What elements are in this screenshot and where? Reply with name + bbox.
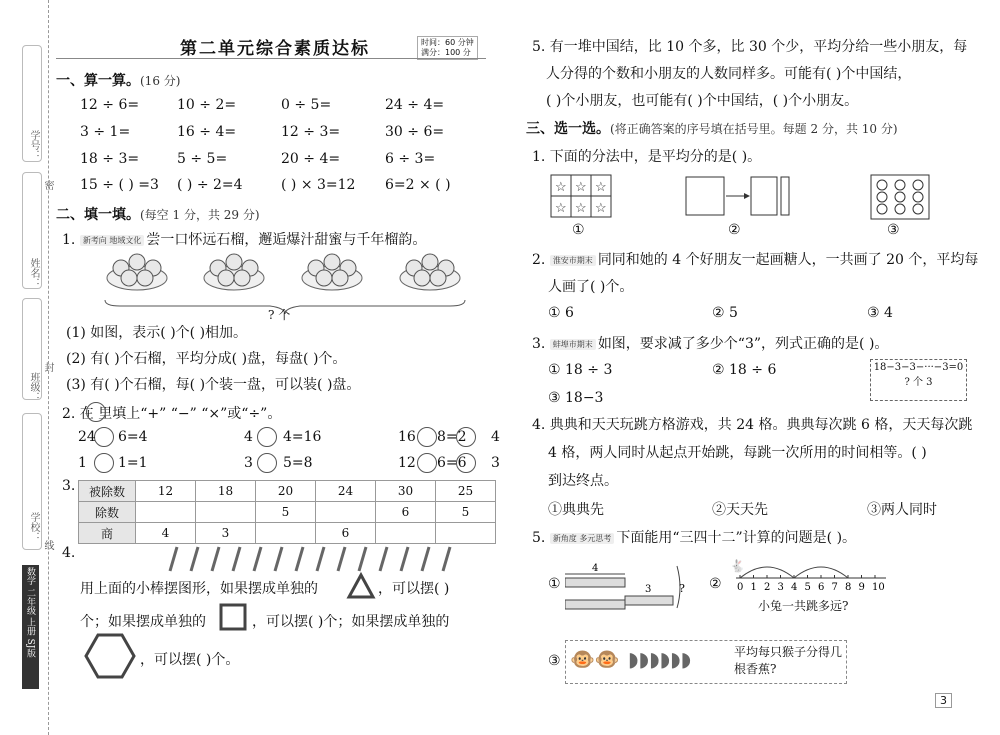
- cut-line: [48, 0, 49, 735]
- q2-term: 3: [491, 455, 500, 471]
- s3-q3: 3. 蚌埠市期末 如图，要求减了多少个“3”，列式正确的是( )。: [532, 336, 889, 352]
- svg-text:☆: ☆: [575, 180, 587, 195]
- q5-line1: 5. 有一堆中国结，比 10 个多，比 30 个少，平均分给一些小朋友，每: [532, 39, 968, 55]
- q2-term: 1=1: [118, 455, 148, 471]
- q3-hint-count: ? 个 3: [904, 377, 933, 388]
- calc-item: 5 ÷ 5=: [177, 151, 228, 167]
- s2-q3-label: 3.: [62, 478, 76, 494]
- q4-line2b: ，可以摆( )个；如果摆成单独的: [252, 614, 450, 630]
- number-line-tick: 5: [804, 582, 811, 593]
- s3-q1-figures: [548, 172, 948, 222]
- calc-item: 15 ÷ ( ) =3: [80, 177, 159, 193]
- q5-opt-1-mark: ①: [548, 576, 561, 592]
- q2-term: 5=8: [283, 455, 313, 471]
- table-row: 商 4 3 6: [79, 523, 496, 544]
- q2-term: 24: [78, 429, 96, 445]
- q5-opt-3-mark: ③: [548, 653, 561, 669]
- s2-q2: 2. 在 里填上“+” “−” “×”或“÷”。: [62, 406, 282, 422]
- q1-opt-1: ①: [572, 222, 585, 238]
- q2-term: 4: [244, 429, 253, 445]
- s3-q2-line2: 人画了( )个。: [548, 279, 634, 295]
- id-label: 学号：: [28, 130, 39, 160]
- table-row: 除数 5 6 5: [79, 502, 496, 523]
- division-table: [78, 480, 496, 544]
- number-line-tick: 2: [764, 582, 771, 593]
- operator-circle[interactable]: [94, 453, 114, 473]
- calc-item: 10 ÷ 2=: [177, 97, 237, 113]
- calc-item: 24 ÷ 4=: [385, 97, 445, 113]
- s3-q4-line1: 4. 典典和天天玩跳方格游戏，共 24 格。典典每次跳 6 格，天天每次跳: [532, 417, 973, 433]
- number-line-tick: 7: [831, 582, 838, 593]
- number-line-tick: 4: [791, 582, 798, 593]
- q3-hint-expr: 18−3−3−···−3=0: [873, 362, 964, 373]
- q2-term: 12: [398, 455, 416, 471]
- s2-q1: 1. 新考向 地域文化 尝一口怀远石榴，邂逅爆汁甜蜜与千年榴韵。: [62, 232, 427, 248]
- operator-circle[interactable]: [417, 427, 437, 447]
- q1-part-a: (1) 如图，表示( )个( )相加。: [66, 325, 248, 341]
- q2-opt-1: ① 6: [548, 305, 574, 321]
- q3-opt-3: ③ 18−3: [548, 390, 604, 406]
- exam-score: 满分：100 分: [421, 48, 471, 57]
- svg-text:☆: ☆: [555, 180, 567, 195]
- q4-line2a: 个；如果摆成单独的: [80, 614, 206, 630]
- q2-circle-sample: [86, 402, 106, 422]
- number-line-tick: 6: [818, 582, 825, 593]
- number-line-tick: 3: [777, 582, 784, 593]
- q3-opt-2: ② 18 ÷ 6: [712, 362, 777, 378]
- q4-opt-3: ③两人同时: [867, 502, 937, 518]
- monkey-icon: 🐵🐵: [570, 647, 620, 671]
- number-line-tick: 10: [872, 582, 885, 593]
- table-header: 除数: [79, 502, 136, 523]
- q4-opt-2: ②天天先: [712, 502, 768, 518]
- q1-tag: 新考向 地域文化: [80, 235, 145, 246]
- page-title: 第二单元综合素质达标: [180, 39, 370, 59]
- q2-opt-3: ③ 4: [867, 305, 893, 321]
- q2-term: 6=6: [437, 455, 467, 471]
- number-line: [726, 556, 896, 596]
- q5-bar-model: [565, 560, 695, 612]
- square-icon: [218, 602, 248, 632]
- number-line-tick: 1: [750, 582, 757, 593]
- q5-monkey-text: 平均每只猴子分得几根香蕉?: [734, 645, 843, 676]
- cut-mark-2: 封: [42, 362, 53, 372]
- q5-monkey-box: [565, 640, 847, 684]
- s3-q4-line2: 4 格，两人同时从起点开始跳，每跳一次所用的时间相等。( ): [548, 445, 927, 461]
- q4-line1: 用上面的小棒摆图形，如果摆成单独的: [80, 581, 318, 597]
- q2-opt-2: ② 5: [712, 305, 738, 321]
- school-label: 学校：: [28, 512, 39, 542]
- q4-line1b: ，可以摆( ): [378, 581, 450, 597]
- calc-item: 6 ÷ 3=: [385, 151, 436, 167]
- calc-item: 16 ÷ 4=: [177, 124, 237, 140]
- class-label: 班级：: [28, 372, 39, 402]
- operator-circle[interactable]: [94, 427, 114, 447]
- svg-text:🐇: 🐇: [730, 559, 745, 573]
- q5-opt-2-mark: ②: [709, 576, 722, 592]
- bar-label-4: 4: [592, 563, 599, 574]
- calc-item: ( ) × 3=12: [281, 177, 356, 193]
- title-rule: [56, 58, 486, 59]
- operator-circle[interactable]: [257, 453, 277, 473]
- binding-sidebar: [0, 0, 53, 735]
- table-header: 商: [79, 523, 136, 544]
- cut-mark-3: 线: [42, 540, 53, 550]
- calc-item: 6=2 × ( ): [385, 177, 451, 193]
- calc-item: 30 ÷ 6=: [385, 124, 445, 140]
- q3-hint-box: [870, 359, 967, 401]
- q5-line2: 人分得的个数和小朋友的人数同样多。可能有( )个中国结，: [546, 66, 912, 82]
- operator-circle[interactable]: [417, 453, 437, 473]
- table-row: 被除数 12 18 20 24 30 25: [79, 481, 496, 502]
- operator-circle[interactable]: [257, 427, 277, 447]
- bar-label-3: 3: [645, 584, 652, 595]
- q2-term: 1: [78, 455, 87, 471]
- brand-strip: 数学 二年级 上册 SJ版: [22, 565, 39, 689]
- q4-opt-1: ①典典先: [548, 502, 604, 518]
- s1-heading: 一、算一算。(16 分): [56, 73, 181, 89]
- cut-mark-1: 密: [42, 180, 53, 190]
- svg-text:☆: ☆: [595, 180, 607, 195]
- number-line-tick: 0: [737, 582, 744, 593]
- s3-q1: 1. 下面的分法中，是平均分的是( )。: [532, 149, 762, 165]
- exam-info: [417, 36, 478, 60]
- table-header: 被除数: [79, 481, 136, 502]
- q1-part-c: (3) 有( )个石榴，每( )个装一盘，可以装( )盘。: [66, 377, 361, 393]
- q1-part-b: (2) 有( )个石榴，平均分成( )盘，每盘( )个。: [66, 351, 347, 367]
- q5-line-label: 小兔一共跳多远?: [758, 599, 849, 613]
- banana-icon: ◗◗◗◗◗◗: [628, 647, 692, 671]
- number-line-tick: 8: [845, 582, 852, 593]
- sticks-illustration: [160, 545, 470, 573]
- svg-text:☆: ☆: [595, 201, 607, 216]
- s3-q4-line3: 到达终点。: [548, 473, 618, 489]
- number-line-tick: 9: [858, 582, 865, 593]
- s3-heading: 三、选一选。(将正确答案的序号填在括号里。每题 2 分，共 10 分): [526, 121, 898, 137]
- q2-term: 4=16: [283, 429, 322, 445]
- svg-text:☆: ☆: [575, 201, 587, 216]
- q2-term: 6=4: [118, 429, 148, 445]
- q1-opt-2: ②: [728, 222, 741, 238]
- name-label: 姓名：: [28, 258, 39, 288]
- q2-term: 8=2: [437, 429, 467, 445]
- svg-text:☆: ☆: [555, 201, 567, 216]
- calc-item: ( ) ÷ 2=4: [177, 177, 243, 193]
- s3-q2: 2. 淮安市期末 同同和她的 4 个好朋友一起画糖人，一共画了 20 个，平均每: [532, 252, 979, 268]
- calc-item: 18 ÷ 3=: [80, 151, 140, 167]
- s3-q5: 5. 新角度 多元思考 下面能用“三四十二”计算的问题是( )。: [532, 530, 857, 546]
- q3-opt-1: ① 18 ÷ 3: [548, 362, 613, 378]
- calc-item: 12 ÷ 6=: [80, 97, 140, 113]
- exam-time: 时间：60 分钟: [421, 38, 474, 47]
- hexagon-icon: [84, 632, 136, 680]
- calc-item: 0 ÷ 5=: [281, 97, 332, 113]
- page-number: 3: [935, 693, 952, 708]
- q2-term: 3: [244, 455, 253, 471]
- triangle-icon: [346, 572, 376, 600]
- s2-heading: 二、填一填。(每空 1 分，共 29 分): [56, 207, 260, 223]
- s2-q4-label: 4.: [62, 545, 76, 561]
- q5-line3: ( )个小朋友，也可能有( )个中国结，( )个小朋友。: [546, 93, 859, 109]
- q4-line3: ，可以摆( )个。: [140, 652, 240, 668]
- q1-opt-3: ③: [887, 222, 900, 238]
- q2-term: 4: [491, 429, 500, 445]
- q1-total: ? 个: [268, 308, 291, 322]
- bar-question: ?: [679, 582, 685, 595]
- q2-term: 16: [398, 429, 416, 445]
- calc-item: 3 ÷ 1=: [80, 124, 131, 140]
- calc-item: 12 ÷ 3=: [281, 124, 341, 140]
- calc-item: 20 ÷ 4=: [281, 151, 341, 167]
